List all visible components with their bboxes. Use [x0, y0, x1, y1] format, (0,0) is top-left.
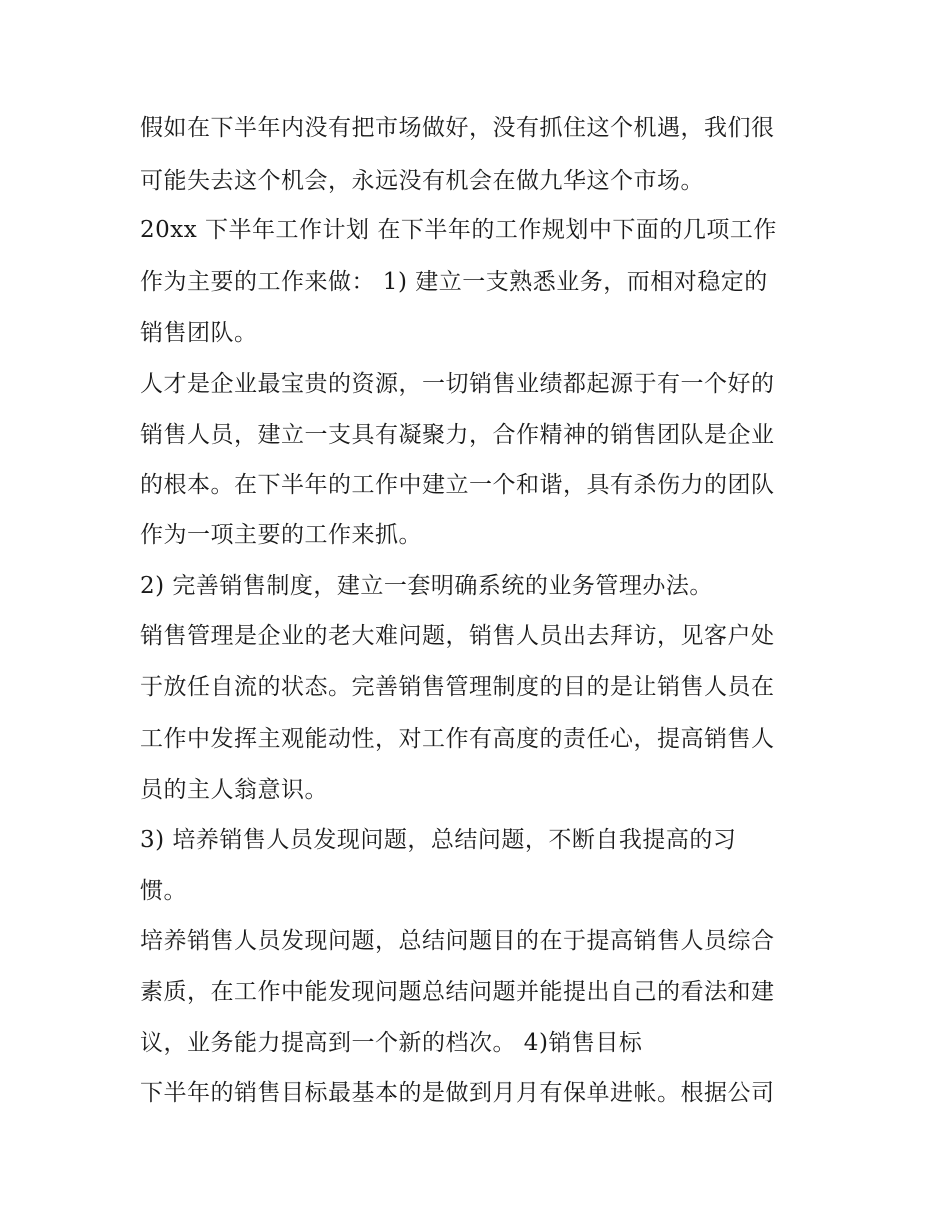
text-line: 作为一项主要的工作来抓。	[140, 522, 422, 548]
text-line: 培养销售人员发现问题，总结问题目的在于提高销售人员综合	[140, 928, 775, 954]
text-line: 销售管理是企业的老大难问题，销售人员出去拜访，见客户处	[140, 623, 775, 649]
text-line: 2) 完善销售制度，建立一套明确系统的业务管理办法。	[140, 573, 713, 599]
text-line: 员的主人翁意识。	[140, 777, 328, 803]
text-line: 议，业务能力提高到一个新的档次。 4)销售目标	[140, 1030, 643, 1056]
text-line: 的根本。在下半年的工作中建立一个和谐，具有杀伤力的团队	[140, 472, 775, 498]
text-line: 人才是企业最宝贵的资源，一切销售业绩都起源于有一个好的	[140, 371, 775, 397]
text-line: 下半年的销售目标最基本的是做到月月有保单进帐。根据公司	[140, 1080, 775, 1106]
text-line: 于放任自流的状态。完善销售管理制度的目的是让销售人员在	[140, 674, 775, 700]
text-line: 3) 培养销售人员发现问题，总结问题，不断自我提高的习	[140, 827, 737, 853]
text-line: 假如在下半年内没有把市场做好，没有抓住这个机遇，我们很	[140, 115, 775, 141]
text-line: 作为主要的工作来做： 1) 建立一支熟悉业务，而相对稳定的	[140, 269, 768, 295]
text-line: 销售人员，建立一支具有凝聚力，合作精神的销售团队是企业	[140, 422, 775, 448]
text-line: 惯。	[140, 878, 187, 904]
text-line: 素质，在工作中能发现问题总结问题并能提出自己的看法和建	[140, 979, 775, 1005]
text-line: 20xx 下半年工作计划 在下半年的工作规划中下面的几项工作	[140, 217, 777, 243]
text-line: 工作中发挥主观能动性，对工作有高度的责任心，提高销售人	[140, 726, 775, 752]
text-line: 可能失去这个机会，永远没有机会在做九华这个市场。	[140, 168, 704, 194]
text-line: 销售团队。	[140, 320, 258, 346]
